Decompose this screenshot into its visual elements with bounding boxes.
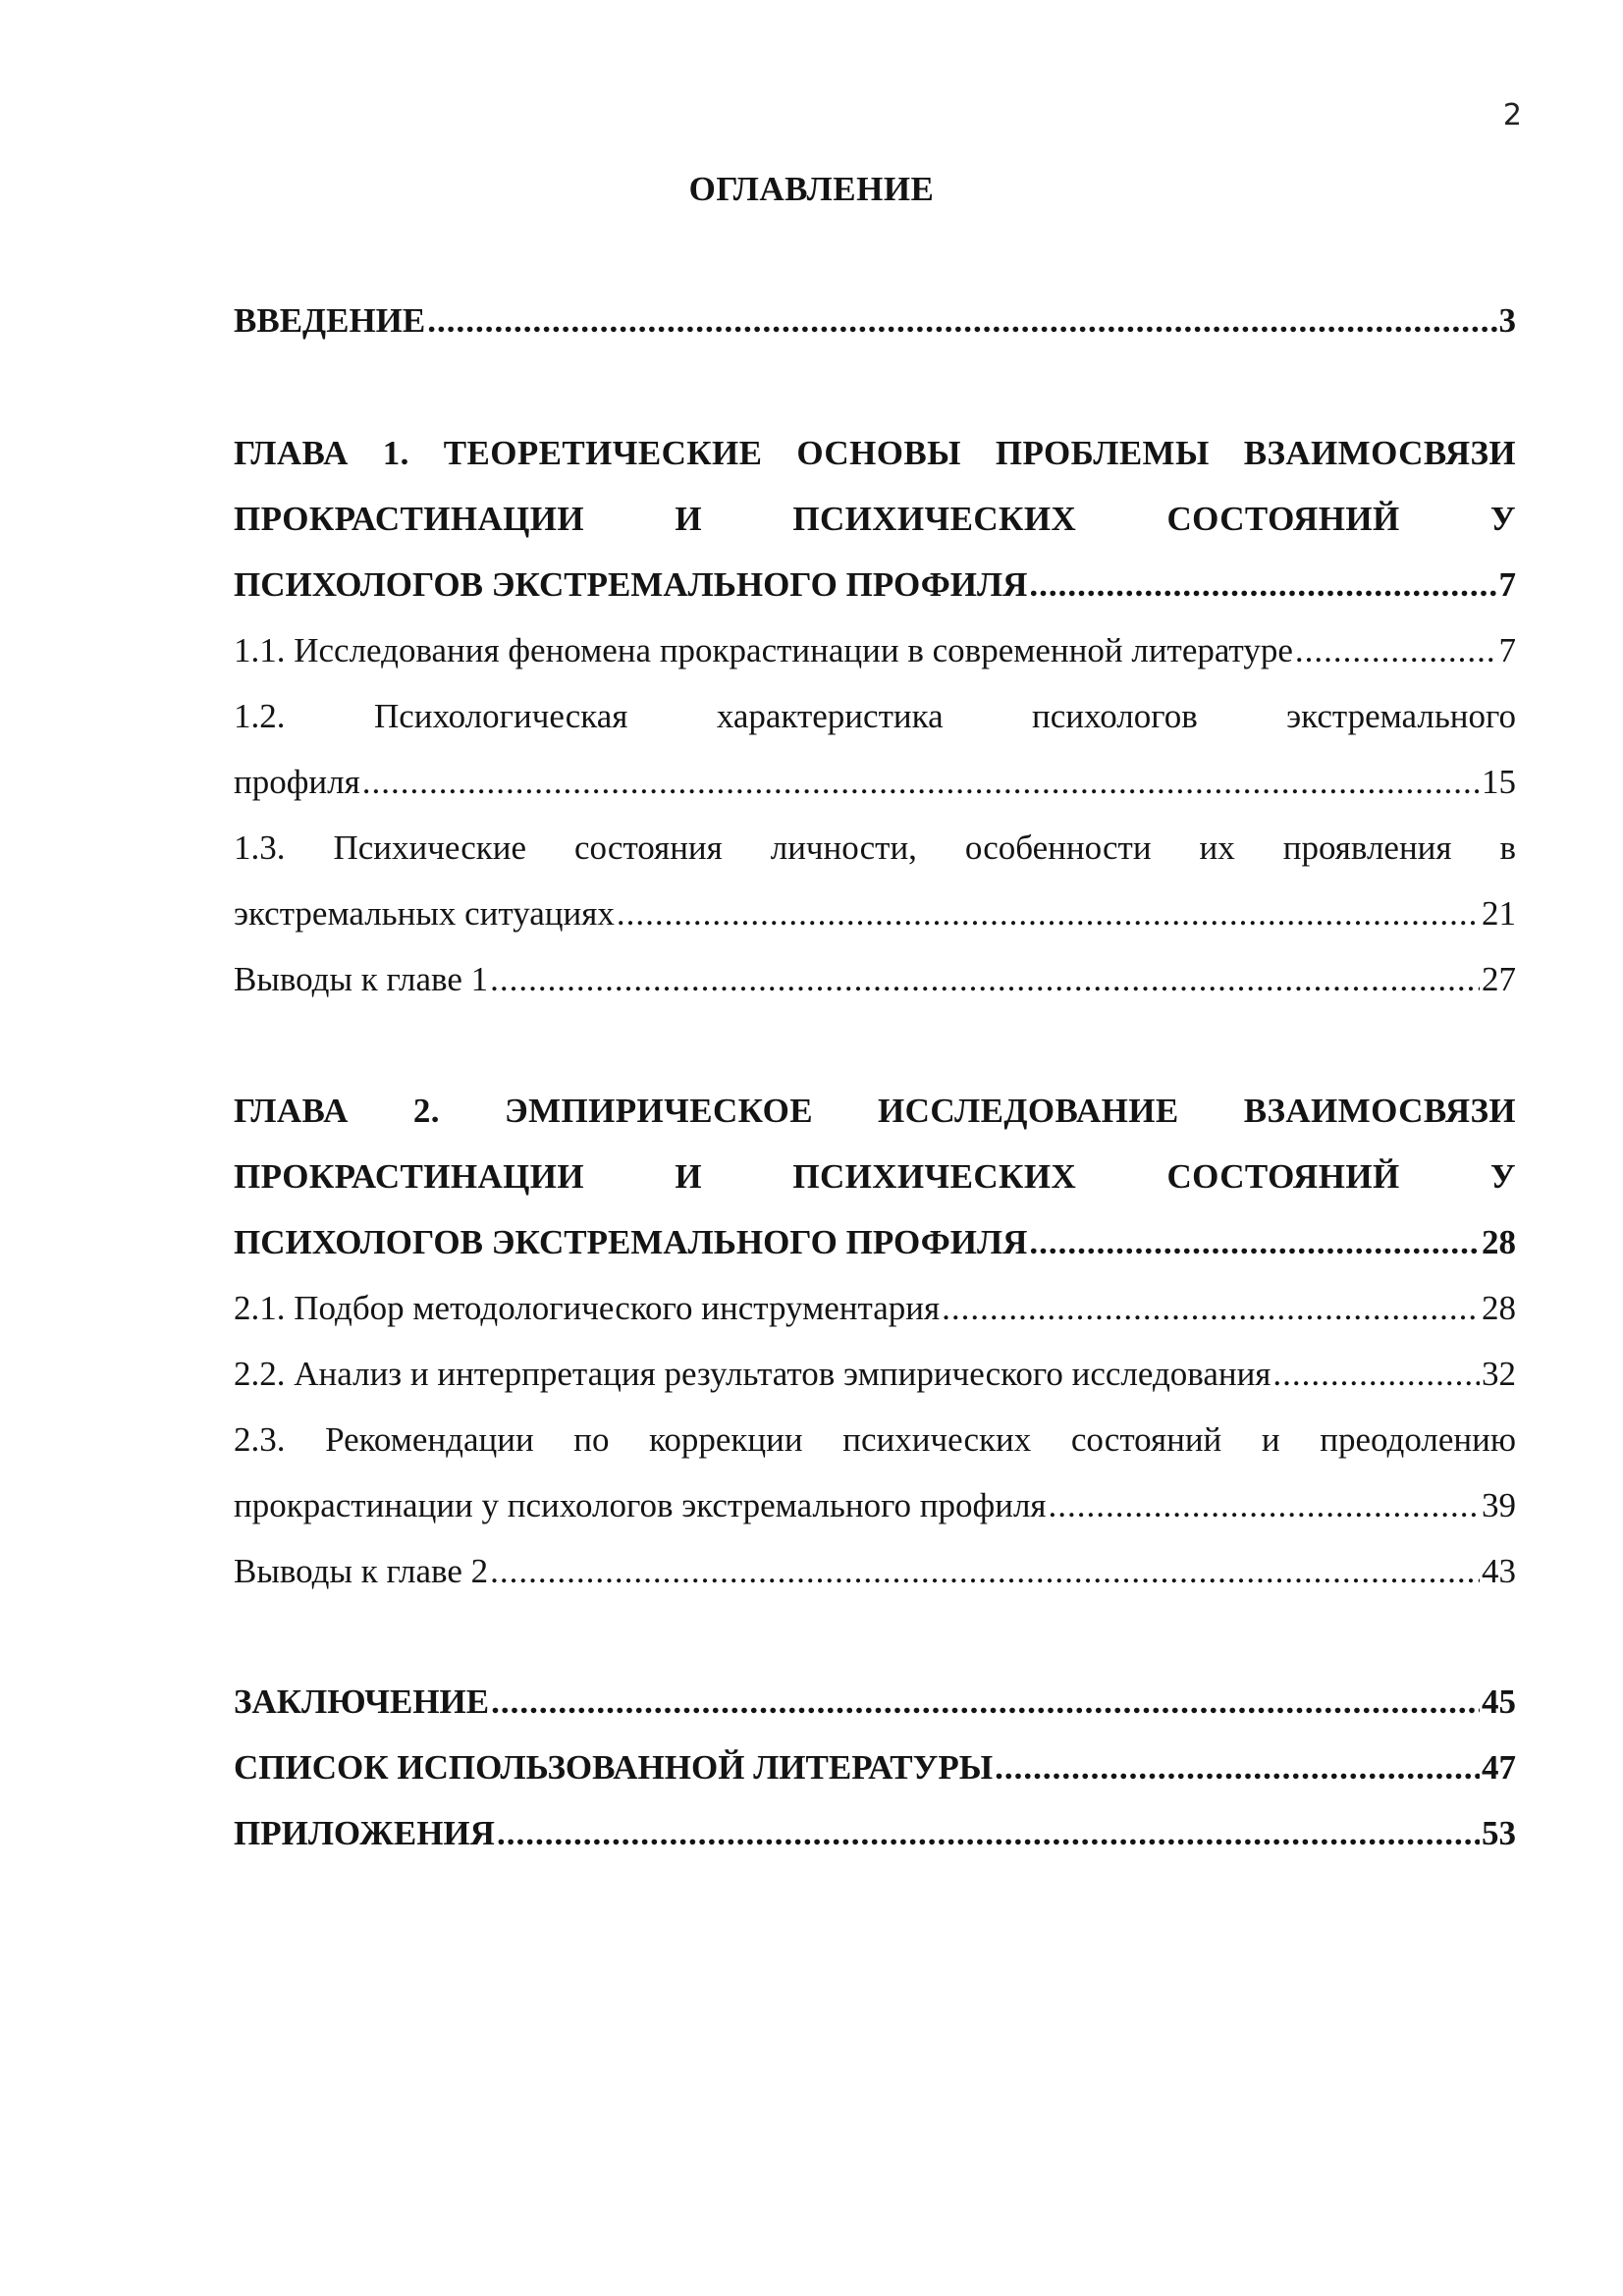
toc-leader-dots (995, 1735, 1480, 1800)
toc-entry-chapter1[interactable] (234, 552, 1516, 617)
toc-entry-page: 32 (1482, 1355, 1516, 1393)
toc-chapter2-block (234, 1078, 1516, 1604)
toc-entry-page: 21 (1482, 894, 1516, 933)
toc-final-block (234, 1669, 1516, 1866)
toc-entry-chapter2-conclusions[interactable] (234, 1538, 1516, 1604)
toc-entry-text: прокрастинации у психологов экстремального профиля (234, 1486, 1047, 1524)
toc-leader-dots (617, 881, 1480, 946)
toc-chapter1-block (234, 420, 1516, 1012)
toc-entry-1-1[interactable] (234, 617, 1516, 683)
toc-entry-page: 3 (1498, 301, 1516, 340)
toc-entry-text: Выводы к главе 1 (234, 960, 489, 998)
toc-leader-dots (491, 1669, 1480, 1735)
toc-entry-1-3-line1[interactable]: 1.3. Психические состояния личности, особенности их проявления в (234, 828, 1516, 867)
toc-entry-page: 47 (1482, 1748, 1516, 1787)
toc-title: ОГЛАВЛЕНИЕ (688, 170, 935, 208)
toc-chapter2-heading-line1[interactable]: ГЛАВА 2. ЭМПИРИЧЕСКОЕ ИССЛЕДОВАНИЕ ВЗАИМОСВЯЗИ (234, 1092, 1516, 1130)
toc-leader-dots (1029, 1209, 1480, 1275)
toc-entry-text: ПСИХОЛОГОВ ЭКСТРЕМАЛЬНОГО ПРОФИЛЯ (234, 565, 1028, 604)
toc-entry-intro[interactable] (234, 288, 1516, 353)
toc-entry-2-1[interactable] (234, 1275, 1516, 1341)
toc-entry-text: 2.1. Подбор методологического инструментария (234, 1289, 941, 1327)
toc-entry-appendices[interactable] (234, 1800, 1516, 1866)
toc-leader-dots (942, 1275, 1480, 1341)
toc-entry-text: 1.1. Исследования феномена прокрастинации в современной литературе (234, 631, 1293, 669)
toc-entry-page: 28 (1482, 1223, 1516, 1261)
toc-entry-conclusion[interactable] (234, 1669, 1516, 1735)
toc-entry-page: 45 (1482, 1682, 1516, 1721)
toc-entry-text: профиля (234, 763, 360, 801)
toc-leader-dots (1049, 1472, 1480, 1538)
toc-entry-1-2[interactable] (234, 749, 1516, 815)
toc-entry-page: 53 (1482, 1814, 1516, 1852)
toc-leader-dots (1272, 1341, 1480, 1407)
toc-entry-2-3[interactable] (234, 1472, 1516, 1538)
toc-entry-chapter1-conclusions[interactable] (234, 946, 1516, 1012)
page-number: 2 (1502, 98, 1522, 133)
toc-leader-dots (427, 288, 1496, 353)
toc-entry-page: 27 (1482, 960, 1516, 998)
toc-chapter1-heading-line1[interactable]: ГЛАВА 1. ТЕОРЕТИЧЕСКИЕ ОСНОВЫ ПРОБЛЕМЫ ВЗАИМОСВЯЗИ (234, 434, 1516, 472)
toc-leader-dots (490, 1538, 1480, 1604)
toc-entry-text: ВВЕДЕНИЕ (234, 301, 426, 340)
toc-chapter1-heading-line2[interactable]: ПРОКРАСТИНАЦИИ И ПСИХИЧЕСКИХ СОСТОЯНИЙ У (234, 500, 1516, 538)
toc-entry-1-2-line1[interactable]: 1.2. Психологическая характеристика психологов экстремального (234, 697, 1516, 735)
toc-entry-page: 7 (1498, 631, 1516, 669)
toc-intro-block (234, 288, 1516, 353)
toc-entry-1-3[interactable] (234, 881, 1516, 946)
toc-entry-page: 43 (1482, 1552, 1516, 1590)
toc-entry-page: 7 (1498, 565, 1516, 604)
toc-entry-text: ПСИХОЛОГОВ ЭКСТРЕМАЛЬНОГО ПРОФИЛЯ (234, 1223, 1028, 1261)
toc-entry-text: ЗАКЛЮЧЕНИЕ (234, 1682, 490, 1721)
toc-entry-page: 39 (1482, 1486, 1516, 1524)
toc-leader-dots (490, 946, 1480, 1012)
toc-chapter2-heading-line2[interactable]: ПРОКРАСТИНАЦИИ И ПСИХИЧЕСКИХ СОСТОЯНИЙ У (234, 1157, 1516, 1196)
toc-entry-2-2[interactable] (234, 1341, 1516, 1407)
toc-entry-text: экстремальных ситуациях (234, 894, 615, 933)
toc-leader-dots (362, 749, 1480, 815)
toc-entry-references[interactable] (234, 1735, 1516, 1800)
toc-leader-dots (1295, 617, 1497, 683)
toc-entry-text: 2.2. Анализ и интерпретация результатов эмпирического исследования (234, 1355, 1271, 1393)
toc-entry-2-3-line1[interactable]: 2.3. Рекомендации по коррекции психических состояний и преодолению (234, 1420, 1516, 1459)
toc-leader-dots (1029, 552, 1496, 617)
toc-entry-text: СПИСОК ИСПОЛЬЗОВАННОЙ ЛИТЕРАТУРЫ (234, 1748, 994, 1787)
toc-leader-dots (497, 1800, 1480, 1866)
toc-entry-text: Выводы к главе 2 (234, 1552, 489, 1590)
toc-entry-page: 15 (1482, 763, 1516, 801)
toc-entry-chapter2[interactable] (234, 1209, 1516, 1275)
toc-entry-text: ПРИЛОЖЕНИЯ (234, 1814, 495, 1852)
toc-entry-page: 28 (1482, 1289, 1516, 1327)
